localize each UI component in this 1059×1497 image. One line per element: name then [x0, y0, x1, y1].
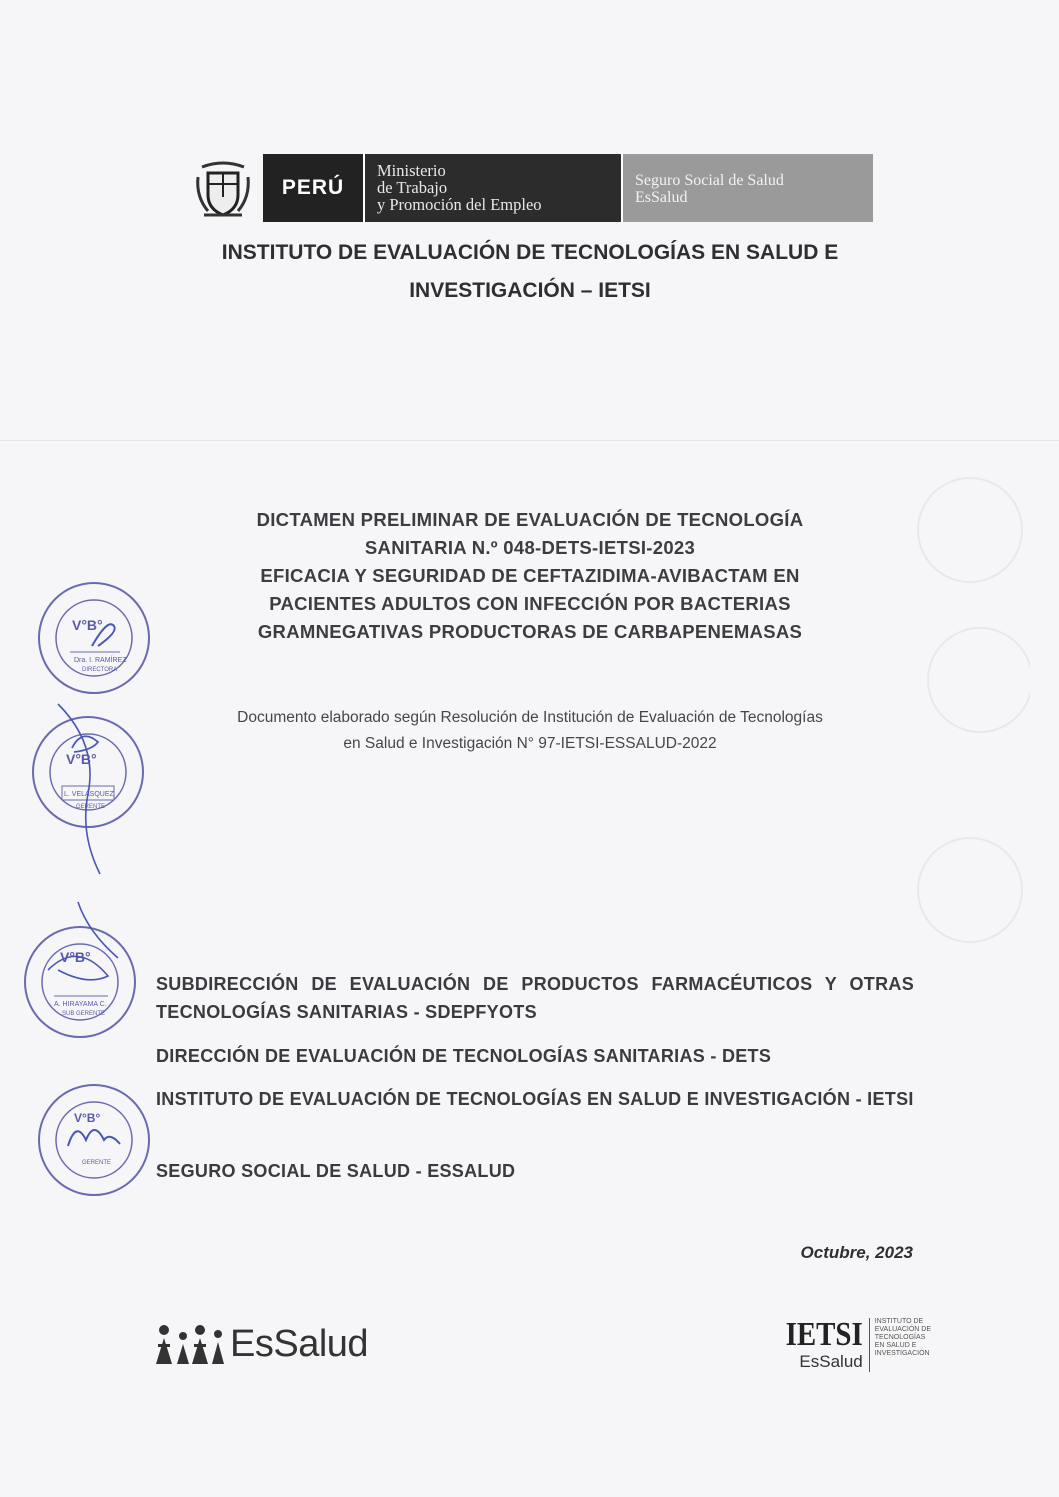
unit-sdepfyots: SUBDIRECCIÓN DE EVALUACIÓN DE PRODUCTOS FARMACÉUTICOS Y OTRAS TECNOLOGÍAS SANITARIAS - SDEPFYOTS — [156, 974, 914, 1022]
ministry-label: Ministerio de Trabajo y Promoción del Empleo — [363, 154, 621, 222]
country-label: PERÚ — [263, 154, 363, 222]
institute-title: INSTITUTO DE EVALUACIÓN DE TECNOLOGÍAS EN SALUD E INVESTIGACIÓN – IETSI — [221, 241, 839, 302]
svg-text:V°B°: V°B° — [60, 949, 91, 965]
svg-text:V°B°: V°B° — [66, 751, 97, 767]
svg-text:GERENTE: GERENTE — [76, 804, 106, 810]
unit-essalud: SEGURO SOCIAL DE SALUD - ESSALUD — [156, 1161, 516, 1181]
dictamen-title: DICTAMEN PRELIMINAR DE EVALUACIÓN DE TECNOLOGÍA SANITARIA N.º 048-DETS-IETSI-2023 EFICACIA Y SEGURIDAD DE CEFTAZIDIMA-AVIBACTAM EN PACIENTES ADULTOS CON INFECCIÓN POR BACTERIAS GRAMNEGATIVAS PRODUCTORAS DE CARBAPENEMASAS — [256, 509, 804, 642]
unit-ietsi: INSTITUTO DE EVALUACIÓN DE TECNOLOGÍAS EN SALUD E INVESTIGACIÓN - IETSI — [156, 1089, 914, 1109]
national-shield-icon — [183, 154, 263, 222]
document-reference: Documento elaborado según Resolución de Institución de Evaluación de Tecnologías en Salud e Investigación N° 97-IETSI-ESSALUD-2022 — [237, 709, 823, 752]
unit-dets: DIRECCIÓN DE EVALUACIÓN DE TECNOLOGÍAS SANITARIAS - DETS — [156, 1046, 772, 1066]
document-date: Octubre, 2023 — [800, 1243, 913, 1262]
svg-text:GERENTE: GERENTE — [82, 1160, 112, 1166]
page-fold-line — [0, 440, 1059, 441]
svg-text:A. HIRAYAMA C.: A. HIRAYAMA C. — [54, 1001, 107, 1008]
svg-text:DIRECTORA: DIRECTORA — [82, 667, 118, 673]
approval-stamp-4 — [34, 1080, 154, 1205]
agency-label: Seguro Social de Salud EsSalud — [621, 154, 873, 222]
approval-stamp-1 — [34, 578, 154, 703]
svg-text:SUB GERENTE: SUB GERENTE — [62, 1011, 106, 1017]
ietsi-logo: IETSI EsSalud INSTITUTO DE EVALUACIÓN DE TECNOLOGÍAS EN SALUD E INVESTIGACIÓN — [772, 1318, 937, 1372]
essalud-logo: EsSalud — [154, 1322, 368, 1366]
svg-text:V°B°: V°B° — [74, 1111, 101, 1125]
svg-text:V°B°: V°B° — [72, 617, 103, 633]
government-banner — [183, 154, 873, 222]
svg-text:L. VELÁSQUEZ: L. VELÁSQUEZ — [64, 791, 114, 798]
family-icon — [154, 1322, 228, 1366]
bleed-through-stamp — [900, 470, 1030, 975]
approval-stamp-2 — [28, 700, 148, 885]
svg-text:Dra. I. RAMÍREZ: Dra. I. RAMÍREZ — [74, 657, 127, 664]
approval-stamp-3 — [18, 900, 140, 1045]
